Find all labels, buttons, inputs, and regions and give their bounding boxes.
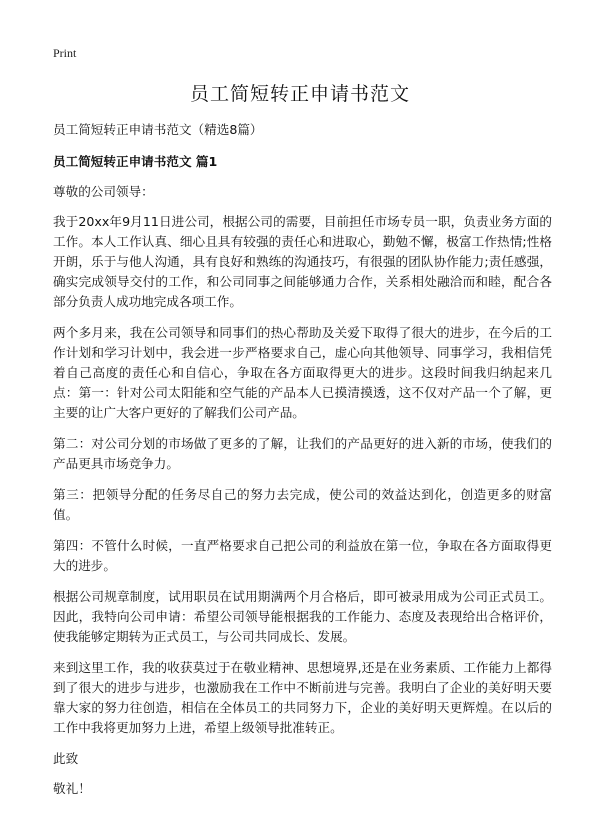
document-body [53,120,552,809]
paragraph-5: 第四：不管什么时候，一直严格要求自己把公司的利益放在第一位，争取在各方面取得更大的进步。 [53,538,552,573]
document-subtitle: 员工简短转正申请书范文（精选8篇） [53,122,263,137]
section-title: 员工简短转正申请书范文 篇1 [53,154,218,169]
paragraph-6: 根据公司规章制度，试用职员在试用期满两个月合格后，即可被录用成为公司正式员工。因此，我特向公司申请：希望公司领导能根据我的工作能力、态度及表现给出合格评价，使我能够定期转为正式员工，与公司共同成长、发展。 [53,589,552,644]
print-label: Print [53,46,77,60]
greeting: 尊敬的公司领导： [53,184,154,199]
paragraph-2: 两个多月来，我在公司领导和同事们的热心帮助及关爱下取得了很大的进步，在今后的工作计划和学习计划中，我会进一步严格要求自己，虚心向其他领导、同事学习，我相信凭着自己高度的责任心和自信心，争取在各方面取得更大的进步。这段时间我归纳起来几点：第一：针对公司太阳能和空气能的产品本人已摸清摸透，这不仅对产品一个了解，更主要的让广大客户更好的了解我们公司产品。 [53,325,552,420]
paragraph-7: 来到这里工作，我的收获莫过于在敬业精神、思想境界,还是在业务素质、工作能力上都得到了很大的进步与进步，也激励我在工作中不断前进与完善。我明白了企业的美好明天要靠大家的努力往创造，相信在全体员工的共同努力下，企业的美好明天更辉煌。在以后的工作中我将更加努力上进，希望上级领导批准转正。 [53,660,552,735]
paragraph-1: 我于20xx年9月11日进公司，根据公司的需要，目前担任市场专员一职，负责业务方面的工作。本人工作认真、细心且具有较强的责任心和进取心，勤勉不懈，极富工作热情;性格开朗，乐于与他人沟通，具有良好和熟练的沟通技巧，有很强的团队协作能力;责任感强，确实完成领导交付的工作，和公司同事之间能够通力合作，关系相处融洽而和睦，配合各部分负责人成功地完成各项工作。 [53,214,552,309]
paragraph-4: 第三：把领导分配的任务尽自己的努力去完成，使公司的效益达到化，创造更多的财富值。 [53,487,552,522]
closing-regards: 敬礼！ [53,781,91,796]
paragraph-3: 第二：对公司分划的市场做了更多的了解，让我们的产品更好的进入新的市场，使我们的产品更具市场竞争力。 [53,436,552,471]
document-title: 员工简短转正申请书范文 [189,83,410,105]
closing-salutation: 此致 [53,751,79,766]
